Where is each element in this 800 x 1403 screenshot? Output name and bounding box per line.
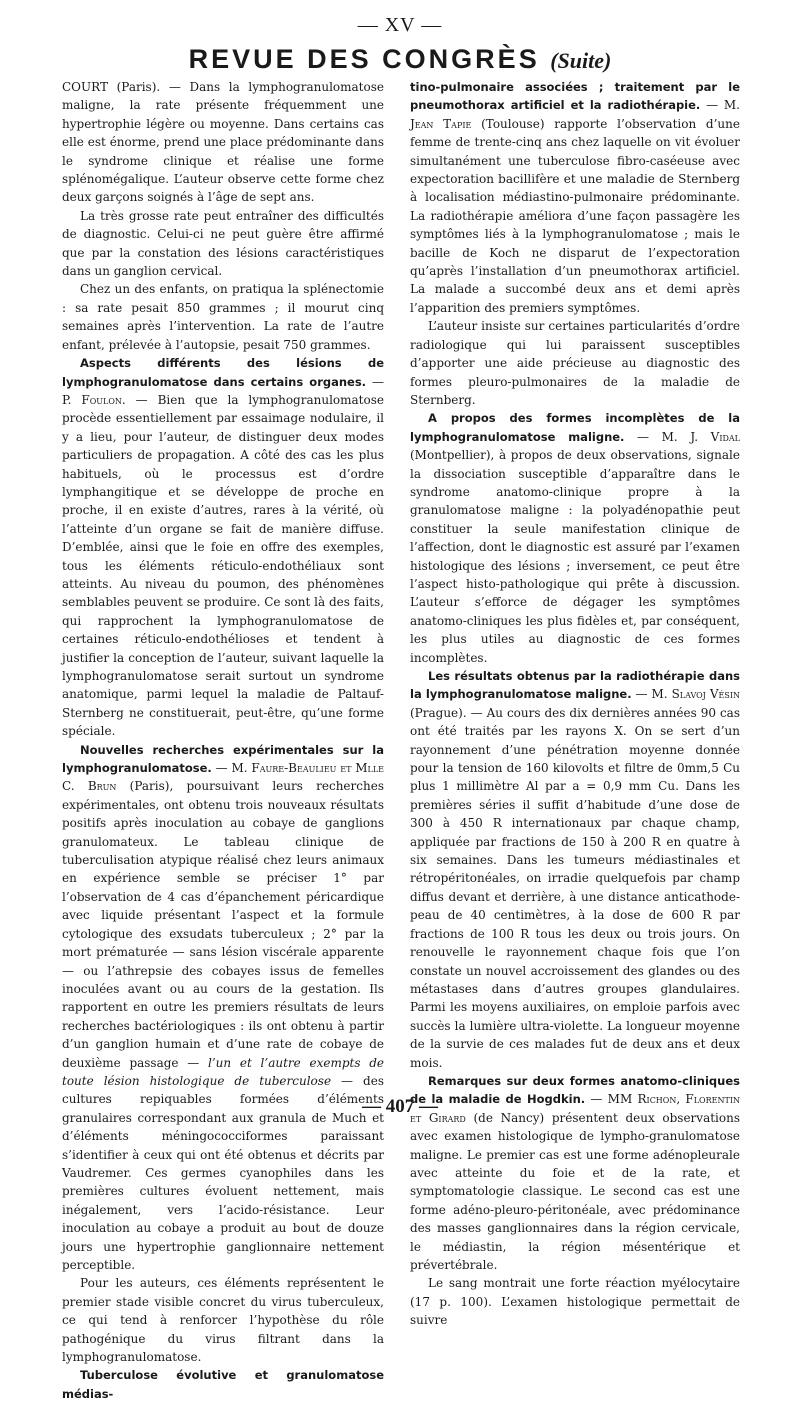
- article-heading: Remarques sur deux formes anatomo-cliniques de la maladie de Hogdkin.: [410, 1073, 740, 1107]
- paragraph: Le sang montrait une forte réaction myélocytaire (17 p. 100). L’examen histologique permettait de suivre: [410, 1276, 740, 1328]
- article-faure-beaulieu: Nouvelles recherches expérimentales sur la lymphogranulomatose. — M. Faure-Beaulieu et Mlle C. Brun (Paris), poursuivant leurs recherches expérimentales, ont obtenu trois nouveaux résultats positifs après inoculation au cobaye de ganglions granulomateux. Le tableau clinique de tuberculisation atypique réalisé chez leurs animaux en expérience semble se préciser 1° par l’observation de 4 cas d’épanchement péricardique avec liquide présentant l’aspect et la formule cytologique des exsudats tuberculeux ; 2° par la mort prématurée — sans lésion viscérale apparente — ou l’athrepsie des cobayes issus de femelles inoculées avant ou au cours de la gestation. Ils rapportent en outre les premiers résultats de leurs recherches bactériologiques : ils ont obtenu à partir d’un ganglion humain et d’une rate de cobaye de deuxième passage — l’un et l’autre exempts de toute lésion histologique de tuberculose — des cultures repiquables formées d’éléments granulaires correspondant aux granula de Much et d’éléments méningococciformes paraissant s’identifier à ceux qui ont été obtenus et décrits par Vaudremer. Ces germes cyanophiles dans les premières cultures évoluent nettement, mais inégalement, vers l’acido-résistance. Leur inoculation au cobaye a produit au bout de douze jours une hypertrophie ganglionnaire nettement perceptible.: [62, 742, 385, 1272]
- article-author: MM Richon, Florentin et Girard: [410, 1092, 740, 1125]
- paragraph: La très grosse rate peut entraîner des difficultés de diagnostic. Celui-ci ne peut guère être affirmé que par la constation des lésions caractéristiques dans un ganglion cervical.: [62, 208, 384, 279]
- article-author: M. Jean Tapie: [410, 98, 740, 131]
- paragraph: Pour les auteurs, ces éléments représentent le premier stade visible concret du virus tuberculeux, ce qui tend à renforcer l’hypothèse du rôle pathogénique du virus filtrant dans la lymphogranulomatose.: [62, 1276, 384, 1365]
- article-foulon: Aspects différents des lésions de lymphogranulomatose dans certains organes. — P. Foulon. — Bien que la lymphogranulomatose procède essentiellement par essaimage nodulaire, il y a lieu, pour l’auteur, de distinguer deux modes particuliers de propagation. A côté des cas les plus habituels, où le processus est d’ordre lymphangitique et se développe de proche en proche, il en existe d’autres, rares à la vérité, où l’atteinte d’un organe se fait de manière diffuse. D’emblée, ainsi que le foie en offre des exemples, tous les éléments réticulo-endothéliaux sont atteints. Au niveau du poumon, des phénomènes semblables peuvent se produire. Ce sont là des faits, qui rapprochent la lymphogranulomatose de certaines réticulo-endothélioses et tendent à justifier la conception de l’auteur, suivant laquelle la lymphogranulomatose serait surtout un syndrome anatomique, parmi lequel la maladie de Paltauf-Sternberg ne constituerait, peut-être, qu’une forme spéciale.: [62, 356, 384, 739]
- article-heading: Aspects différents des lésions de lymphogranulomatose dans certains organes.: [62, 356, 384, 389]
- article-text: (Montpellier), à propos de deux observations, signale la dissociation susceptible d’apparaître dans le syndrome anatomo-clinique propre à la granulomatose maligne : la polyadénopathie peut constituer la seule manifestation clinique de l’affection, dont le diagnostic est assuré par l’examen histologique des lésions ; inversement, ce peut être l’aspect histo-pathologique qui prête à discussion. L’auteur s’efforce de dégager les symptômes anatomo-cliniques les plus fidèles et, par conséquent, les plus utiles au diagnostic de ces formes incomplètes.: [410, 448, 740, 665]
- article-text: (Prague). — Au cours des dix dernières années 90 cas ont été traités par les rayons X. On se sert d’un rayonnement d’une pénétration moyenne donnée pour la tension de 160 kilovolts et filtre de 0mm,5 Cu plus 1 millimètre Al par a = 0,9 mm Cu. Dans les premières séries il suffit d’habitude d’une dose de 300 à 450 R internationaux par chaque champ, appliquée par fractions de 150 à 200 R en quatre à six semaines. Dans les tumeurs médiastinales et rétropéritonéales, on irradie quelquefois par champ diffus devant et derrière, à une distance anticathode-peau de 40 centimètres, à la dose de 600 R par fractions de 100 R tous les deux ou trois jours. On renouvelle le rayonnement chaque fois que l’on constate un nouvel accroissement des glandes ou des métastases dans d’autres groupes glandulaires. Parmi les moyens auxiliaires, on emploie parfois avec succès la lumière ultra-violette. La longueur moyenne de la survie de ces malades fut de deux ans et deux mois.: [410, 705, 740, 1070]
- title-suite: (Suite): [550, 48, 612, 73]
- article-heading: Nouvelles recherches expérimentales sur la lymphogranulomatose.: [62, 742, 384, 776]
- article-text: (de Nancy) présentent deux observations avec examen histologique de lympho-granulomatose maligne. Le premier cas est une forme adénopleurale avec atteinte du foie et de la rate, et symptomatologie classique. Le second cas est une forme adéno-pleuro-péritonéale, avec prédominance des masses ganglionnaires dans la région cervicale, le médiastin, la région mésentérique et prévertébrale.: [410, 1110, 740, 1272]
- article-heading: Tuberculose évolutive et granulomatose médias-: [62, 1368, 384, 1401]
- article-text: Bien que la lymphogranulomatose procède essentiellement par essaimage nodulaire, il y a lieu, pour l’auteur, de distinguer deux modes particuliers de propagation. A côté des cas les plus habituels, où le processus est d’ordre lymphangitique et se développe de proche en proche, il en existe d’autres, rares à la vérité, où l’atteinte d’un organe se fait de manière diffuse. D’emblée, ainsi que le foie en offre des exemples, tous les éléments réticulo-endothéliaux sont atteints. Au niveau du poumon, des phénomènes semblables peuvent se produire. Ce sont là des faits, qui rapprochent la lymphogranulomatose de certaines réticulo-endothélioses et tendent à justifier la conception de l’auteur, suivant laquelle la lymphogranulomatose serait surtout un syndrome anatomique, parmi lequel la maladie de Paltauf-Sternberg ne constituerait, peut-être, qu’une forme spéciale.: [62, 392, 384, 739]
- article-italic-text: l’un et l’autre exempts de toute lésion histologique de tuberculose: [62, 1055, 385, 1088]
- article-text: (Paris), poursuivant leurs recherches expérimentales, ont obtenu trois nouveaux résultats positifs après inoculation au cobaye de ganglions granulomateux. Le tableau clinique de tuberculisation atypique réalisé chez leurs animaux en expérience semble se préciser 1° par l’observation de 4 cas d’épanchement péricardique avec liquide présentant l’aspect et la formule cytologique des exsudats tuberculeux ; 2° par la mort prématurée — sans lésion viscérale apparente — ou l’athrepsie des cobayes issus de femelles inoculées avant ou au cours de la gestation. Ils rapportent en outre les premiers résultats de leurs recherches bactériologiques : ils ont obtenu à partir d’un ganglion humain et d’une rate de cobaye de deuxième passage —: [62, 779, 384, 1070]
- article-heading: Les résultats obtenus par la radiothérapie dans la lymphogranulomatose maligne.: [410, 669, 740, 702]
- article-richon: Remarques sur deux formes anatomo-cliniques de la maladie de Hogdkin. — MM Richon, Florentin et Girard (de Nancy) présentent deux observations avec examen histologique de lympho-granulomatose maligne. Le premier cas est une forme adénopleurale avec atteinte du foie et de la rate, et symptomatologie classique. Le second cas est une forme adéno-pleuro-péritonéale, avec prédominance des masses ganglionnaires dans la région cervicale, le médiastin, la région mésentérique et prévertébrale.: [410, 1073, 740, 1272]
- title-main: REVUE DES CONGRÈS: [188, 44, 540, 74]
- paragraph: L’auteur insiste sur certaines particularités d’ordre radiologique qui lui paraissent susceptibles d’apporter une aide précieuse au diagnostic des formes pleuro-pulmonaires de la maladie de Sternberg.: [410, 319, 740, 407]
- article-text: (Toulouse) rapporte l’observation d’une femme de trente-cinq ans chez laquelle on vit évoluer simultanément une tuberculose fibro-caséeuse avec expectoration bacillifère et une maladie de Sternberg à localisation médiastino-pulmonaire prédominante. La radiothérapie améliora d’une façon passagère les symptômes liés à la lymphogranulomatose ; mais le bacille de Koch ne disparut de l’expectoration qu’après l’installation d’un pneumothorax artificiel. La malade a succombé deux ans et demi après l’apparition des premiers symptômes.: [410, 116, 740, 315]
- right-column: [410, 78, 740, 1330]
- left-column: [62, 78, 384, 1403]
- article-vidal: A propos des formes incomplètes de la lymphogranulomatose maligne. — M. J. Vidal (Montpellier), à propos de deux observations, signale la dissociation susceptible d’apparaître dans le syndrome anatomo-clinique propre à la granulomatose maligne : la polyadénopathie peut constituer la seule manifestation clinique de l’affection, dont le diagnostic est assuré par l’examen histologique des lésions ; inversement, ce peut être l’aspect histo-pathologique qui prête à discussion. L’auteur s’efforce de dégager les symptômes anatomo-cliniques les plus fidèles et, par conséquent, les plus utiles au diagnostic de ces formes incomplètes.: [410, 411, 740, 665]
- page-number: — 407 —: [362, 1096, 438, 1117]
- article-tapie: tino-pulmonaire associées ; traitement par le pneumothorax artificiel et la radiothérapie. — M. Jean Tapie (Toulouse) rapporte l’observation d’une femme de trente-cinq ans chez laquelle on vit évoluer simultanément une tuberculose fibro-caséeuse avec expectoration bacillifère et une maladie de Sternberg à localisation médiastino-pulmonaire prédominante. La radiothérapie améliora d’une façon passagère les symptômes liés à la lymphogranulomatose ; mais le bacille de Koch ne disparut de l’expectoration qu’après l’installation d’un pneumothorax artificiel. La malade a succombé deux ans et demi après l’apparition des premiers symptômes.: [410, 80, 740, 315]
- article-heading: tino-pulmonaire associées ; traitement par le pneumothorax artificiel et la radiothérapie.: [410, 80, 740, 113]
- article-author: M. Slavoj Vésin: [651, 687, 740, 702]
- article-tapie-start: [62, 1366, 384, 1403]
- article-author: M. Faure-Beaulieu et Mlle C. Brun: [62, 761, 385, 794]
- article-vesin: Les résultats obtenus par la radiothérapie dans la lymphogranulomatose maligne. — M. Slavoj Vésin (Prague). — Au cours des dix dernières années 90 cas ont été traités par les rayons X. On se sert d’un rayonnement d’une pénétration moyenne donnée pour la tension de 160 kilovolts et filtre de 0mm,5 Cu plus 1 millimètre Al par a = 0,9 mm Cu. Dans les premières séries il suffit d’habitude d’une dose de 300 à 450 R internationaux par chaque champ, appliquée par fractions de 150 à 200 R en quatre à six semaines. Dans les tumeurs médiastinales et rétropéritonéales, on irradie quelquefois par champ diffus devant et derrière, à une distance anticathode-peau de 40 centimètres, à la dose de 600 R par fractions de 100 R tous les deux ou trois jours. On renouvelle le rayonnement chaque fois que l’on constate un nouvel accroissement des glandes ou des métastases dans d’autres groupes glandulaires. Parmi les moyens auxiliaires, on emploie parfois avec succès la lumière ultra-violette. La longueur moyenne de la survie de ces malades fut de deux ans et deux mois.: [410, 669, 740, 1070]
- article-author: M. J. Vidal: [661, 429, 740, 444]
- roman-page-number: — XV —: [357, 14, 443, 36]
- page-title: [0, 44, 800, 75]
- paragraph: COURT (Paris). — Dans la lymphogranulomatose maligne, la rate présente fréquemment une hypertrophie légère ou moyenne. Dans certains cas elle est énorme, prend une place prédominante dans le syndrome clinique et réalise une forme splénomégalique. L’auteur observe cette forme chez deux garçons soignés à l’âge de sept ans.: [62, 80, 384, 205]
- article-author: P. Foulon.: [62, 392, 126, 407]
- article-heading: A propos des formes incomplètes de la lymphogranulomatose maligne.: [410, 411, 740, 444]
- article-text: — des cultures repiquables formées d’éléments granulaires correspondant aux granula de Much et d’éléments méningococciformes paraissant s’identifier à ceux qui ont été obtenus et décrits par Vaudremer. Ces germes cyanophiles dans les premières cultures évoluent nettement, mais inégalement, vers l’acido-résistance. Leur inoculation au cobaye a produit au bout de douze jours une hypertrophie ganglionnaire nettement perceptible.: [62, 1073, 384, 1272]
- paragraph: Chez un des enfants, on pratiqua la splénectomie : sa rate pesait 850 grammes ; il mourut cinq semaines après l’intervention. La rate de l’autre enfant, prélevée à l’autopsie, pesait 750 grammes.: [62, 282, 384, 352]
